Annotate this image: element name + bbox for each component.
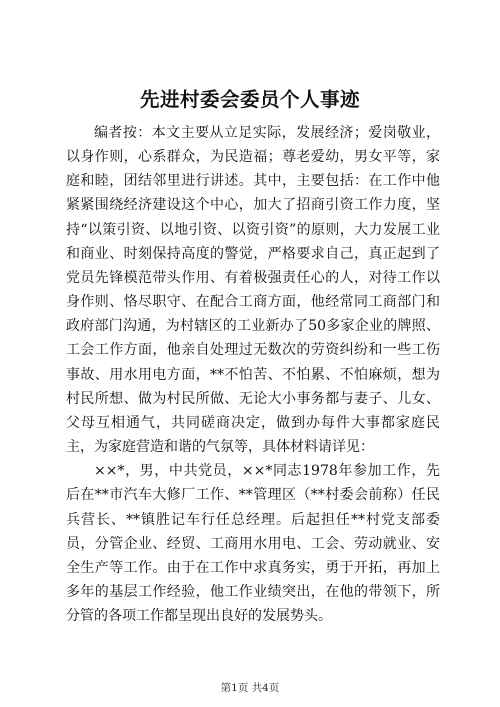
paragraph-editor-note: 编者按：本文主要从立足实际，发展经济；爱岗敬业，以身作则，心系群众，为民造福；尊老爱幼，男女平等，家庭和睦，团结邻里进行讲述。其中，主要包括：在工作中他紧紧围绕经济建设这个中心，加大了招商引资工作力度，坚持“以策引资、以地引资、以资引资”的原则，大力发展工业和商业、时刻保持高度的警觉，严格要求自己，真正起到了党员先锋模范带头作用、有着极强责任心的人，对待工作以身作则、恪尽职守、在配合工商方面，他经常同工商部门和政府部门沟通，为村辖区的工业新办了50多家企业的牌照、工会工作方面，他亲自处理过无数次的劳资纠纷和一些工伤事故、用水用电方面，**不怕苦、不怕累、不怕麻烦，想为村民所想、做为村民所做、无论大小事务都与妻子、儿女、父母互相通气，共同磋商决定，做到办每件大事都家庭民主，为家庭营造和谐的气氛等，具体材料请详见：	[66, 125, 440, 456]
document-body	[66, 121, 440, 628]
document-title: 先进村委会委员个人事迹	[139, 88, 360, 111]
page-footer: 第1页 共4页	[220, 682, 280, 694]
paragraph-profile: ××*，男，中共党员，××*同志1978年参加工作，先后在**市汽车大修厂工作、**管理区（**村委会前称）任民兵营长、**镇胜记车行任总经理。后起担任**村党支部委员，分管企业、经贸、工商用水用电、工会、劳动就业、安全生产等工作。由于在工作中求真务实，勇于开拓，再加上多年的基层工作经验，他工作业绩突出，在他的带领下，所分管的各项工作都呈现出良好的发展势头。	[66, 463, 440, 625]
